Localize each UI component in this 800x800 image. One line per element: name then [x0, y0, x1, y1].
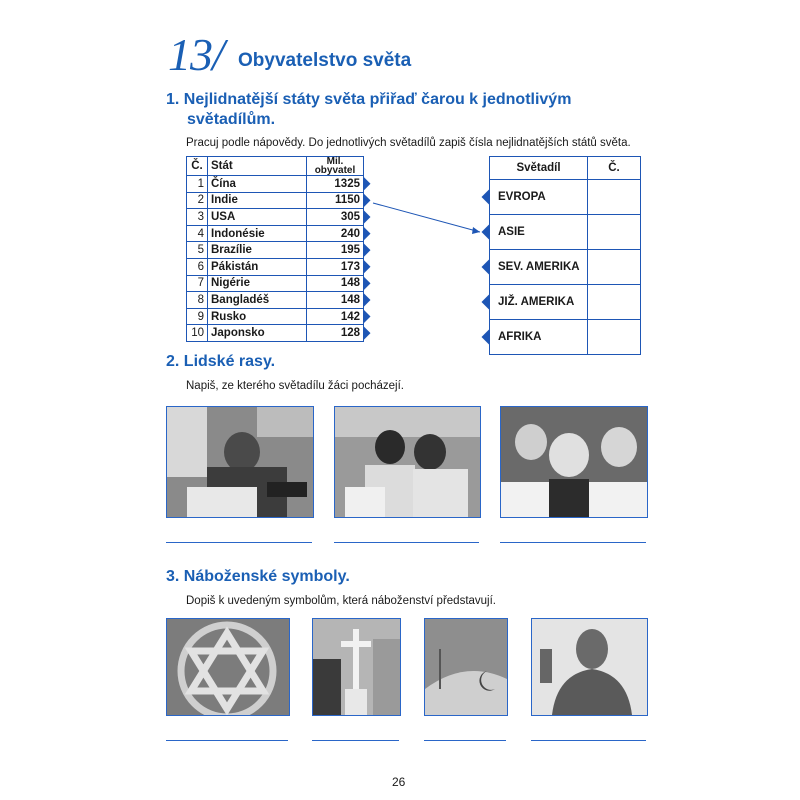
photo-students-2 [334, 406, 481, 518]
state-marker-triangle[interactable] [364, 243, 371, 257]
table-row [490, 215, 641, 250]
state-name-cell: Brazílie [208, 242, 307, 259]
continents-table-header [490, 157, 641, 180]
state-pop-cell: 142 [307, 308, 364, 325]
section1-instruction: Pracuj podle nápovědy. Do jednotlivých světadílů zapiš čísla nejlidnatějších států světa. [186, 137, 631, 149]
state-pop-cell: 128 [307, 325, 364, 342]
section1-heading-line1: 1. Nejlidnatější státy světa přiřaď čarou k jednotlivým [166, 91, 572, 108]
col-header-continent: Světadíl [490, 157, 588, 180]
state-num-cell: 2 [187, 192, 208, 209]
state-name-cell: Indonésie [208, 225, 307, 242]
col-header-state: Stát [208, 157, 307, 176]
state-name-cell: Japonsko [208, 325, 307, 342]
photo-students-3 [500, 406, 648, 518]
continent-number-input[interactable] [588, 285, 641, 320]
col-header-pop-line2: obyvatel [314, 165, 356, 176]
lesson-number: 13/ [168, 29, 224, 80]
state-marker-triangle[interactable] [364, 193, 371, 207]
state-pop-cell: 1150 [307, 192, 364, 209]
state-marker-triangle[interactable] [364, 276, 371, 290]
continent-name-cell: SEV. AMERIKA [490, 250, 588, 285]
photo-crescent [424, 618, 508, 716]
continent-number-input[interactable] [588, 180, 641, 215]
state-marker-triangle[interactable] [364, 177, 371, 191]
state-name-cell: Rusko [208, 308, 307, 325]
state-pop-cell: 305 [307, 209, 364, 226]
state-marker-triangle[interactable] [364, 210, 371, 224]
photo-students-2-image [335, 407, 480, 517]
col-header-num: Č. [187, 157, 208, 176]
state-marker-triangle[interactable] [364, 260, 371, 274]
state-num-cell: 7 [187, 275, 208, 292]
continent-name-cell: EVROPA [490, 180, 588, 215]
matching-line [373, 203, 480, 232]
state-pop-cell: 148 [307, 292, 364, 309]
continent-name-cell: ASIE [490, 215, 588, 250]
state-num-cell: 8 [187, 292, 208, 309]
col-header-pop-line1: Mil. [326, 156, 344, 167]
continent-number-input[interactable] [588, 250, 641, 285]
state-name-cell: Pákistán [208, 258, 307, 275]
buddha-icon [532, 619, 647, 715]
continent-number-input[interactable] [588, 215, 641, 250]
state-marker-triangle[interactable] [364, 326, 371, 340]
state-pop-cell: 148 [307, 275, 364, 292]
col-header-continent-num: Č. [588, 157, 641, 180]
state-num-cell: 3 [187, 209, 208, 226]
matching-line-arrowhead [472, 227, 480, 234]
state-num-cell: 4 [187, 225, 208, 242]
table-row [490, 180, 641, 215]
photo-students-1 [166, 406, 314, 518]
state-num-cell: 10 [187, 325, 208, 342]
state-num-cell: 9 [187, 308, 208, 325]
continent-name-cell: JIŽ. AMERIKA [490, 285, 588, 320]
state-name-cell: Bangladéš [208, 292, 307, 309]
photo-students-1-image [167, 407, 313, 517]
answer-line-religion-1[interactable] [166, 740, 288, 741]
state-pop-cell: 240 [307, 225, 364, 242]
state-name-cell: Nigérie [208, 275, 307, 292]
section2-instruction: Napiš, ze kterého světadílu žáci pocházejí. [186, 380, 404, 392]
answer-line-race-3[interactable] [500, 542, 646, 543]
state-pop-cell: 195 [307, 242, 364, 259]
state-name-cell: USA [208, 209, 307, 226]
state-num-cell: 1 [187, 176, 208, 193]
state-marker-triangle[interactable] [364, 293, 371, 307]
state-name-cell: Čína [208, 176, 307, 193]
state-num-cell: 5 [187, 242, 208, 259]
star-of-david-icon [167, 619, 289, 715]
section3-heading: 3. Náboženské symboly. [166, 568, 350, 585]
photo-buddha [531, 618, 648, 716]
crucifix-icon [313, 619, 400, 715]
answer-line-religion-4[interactable] [531, 740, 646, 741]
photo-students-3-image [501, 407, 647, 517]
page-title: Obyvatelstvo světa [238, 50, 412, 71]
continent-number-input[interactable] [588, 320, 641, 355]
answer-line-religion-3[interactable] [424, 740, 506, 741]
state-pop-cell: 173 [307, 258, 364, 275]
answer-line-race-1[interactable] [166, 542, 312, 543]
state-marker-triangle[interactable] [364, 227, 371, 241]
section1-heading-line2: světadílům. [187, 111, 276, 128]
state-num-cell: 6 [187, 258, 208, 275]
state-marker-triangle[interactable] [364, 310, 371, 324]
table-row [490, 250, 641, 285]
state-pop-cell: 1325 [307, 176, 364, 193]
photo-crucifix [312, 618, 401, 716]
page-number: 26 [392, 775, 406, 789]
answer-line-race-2[interactable] [334, 542, 479, 543]
section3-instruction: Dopiš k uvedeným symbolům, která náboženství představují. [186, 595, 497, 607]
section2-heading: 2. Lidské rasy. [166, 353, 276, 370]
table-row [490, 320, 641, 355]
state-name-cell: Indie [208, 192, 307, 209]
answer-line-religion-2[interactable] [312, 740, 399, 741]
photo-star-of-david [166, 618, 290, 716]
crescent-icon [425, 619, 507, 715]
table-row [490, 285, 641, 320]
continents-table [489, 156, 641, 355]
continent-name-cell: AFRIKA [490, 320, 588, 355]
